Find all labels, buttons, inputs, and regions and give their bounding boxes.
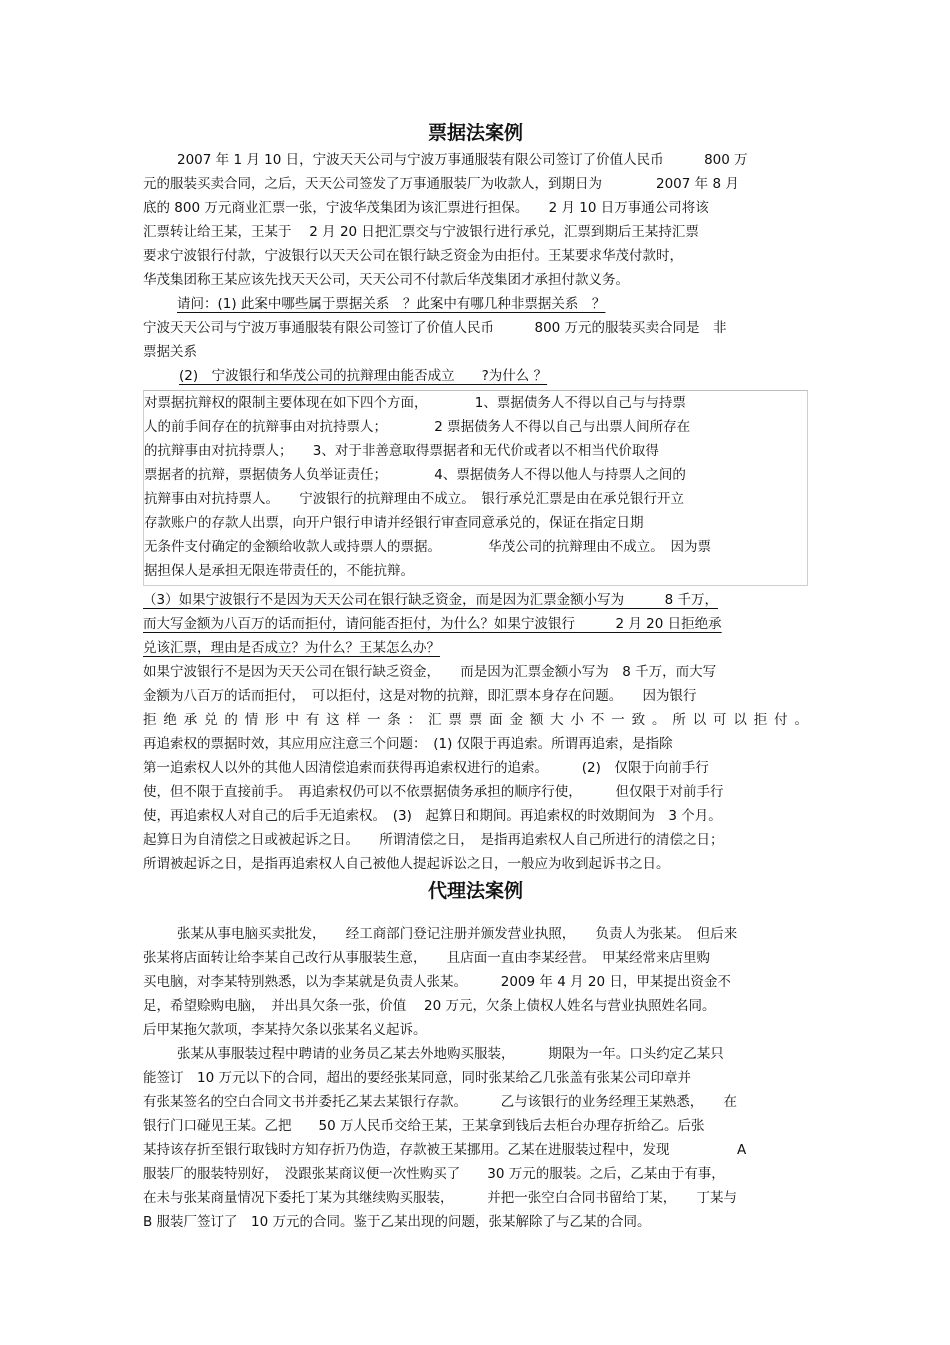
paragraph-line: 存款账户的存款人出票，向开户银行申请并经银行审查同意承兑的，保证在指定日期 [144, 515, 644, 531]
paragraph-line: 票据者的抗辩，票据债务人负举证责任； 4、票据债务人不得以他人与持票人之间的 [144, 467, 686, 483]
case2-paragraph-2 [143, 1042, 808, 1234]
paragraph-line: 华茂集团称王某应该先找天天公司，天天公司不付款后华茂集团才承担付款义务。 [143, 272, 629, 288]
paragraph-line: 金额为八百万的话而拒付， 可以拒付，这是对物的抗辩，即汇票本身存在问题。 因为银行 [143, 688, 697, 704]
paragraph-line: 足，希望赊购电脑， 并出具欠条一张，价值 20 万元，欠条上债权人姓名与营业执照姓名同。 [143, 998, 716, 1014]
case2-paragraph-1 [143, 922, 808, 1042]
paragraph-line: 在未与张某商量情况下委托丁某为其继续购买服装， 并把一张空白合同书留给丁某， 丁某与 [143, 1190, 737, 1206]
paragraph-line: 某持该存折至银行取钱时方知存折乃伪造，存款被王某挪用。乙某在进服装过程中，发现 A [143, 1142, 747, 1158]
paragraph-line: 无条件支付确定的金额给收款人或持票人的票据。 华茂公司的抗辩理由不成立。 因为票 [144, 539, 711, 555]
paragraph-line: 底的 800 万元商业汇票一张，宁波华茂集团为该汇票进行担保。 2 月 10 日万事通公司将该 [143, 200, 709, 216]
question-1: 请问：(1) 此案中哪些属于票据关系 ？此案中有哪几种非票据关系 ？ [177, 296, 606, 312]
question-line: （3）如果宁波银行不是因为天天公司在银行缺乏资金，而是因为汇票金额小写为 8 千万， [143, 592, 718, 608]
paragraph-line: 起算日为自清偿之日或被起诉之日。 所谓清偿之日， 是指再追索权人自己所进行的清偿之日； [143, 832, 724, 848]
paragraph-line: B 服装厂签订了 10 万元的合同。鉴于乙某出现的问题，张某解除了与乙某的合同。 [143, 1214, 651, 1230]
paragraph-line: 2007 年 1 月 10 日，宁波天天公司与宁波万事通服装有限公司签订了价值人民币 800 万 [177, 152, 748, 168]
title-agency-law-case: 代理法案例 [427, 880, 523, 902]
paragraph-line: 对票据抗辩权的限制主要体现在如下四个方面， 1、票据债务人不得以自己与与持票 [144, 395, 686, 411]
paragraph-line: 拒绝承兑的情形中有这样一条：汇票票面金额大小不一致。所以可以拒付。 [143, 712, 808, 728]
paragraph-line: 如果宁波银行不是因为天天公司在银行缺乏资金， 而是因为汇票金额小写为 8 千万，而大写 [143, 664, 717, 680]
answer-1 [143, 316, 808, 364]
paragraph-line: 再追索权的票据时效，其应用应注意三个问题： (1) 仅限于再追索。所谓再追索，是指除 [143, 736, 673, 752]
paragraph-line: 抗辩事由对抗持票人。 宁波银行的抗辩理由不成立。 银行承兑汇票是由在承兑银行开立 [144, 491, 684, 507]
paragraph-line: 的抗辩事由对抗持票人； 3、对于非善意取得票据者和无代价或者以不相当代价取得 [144, 443, 659, 459]
paragraph-line: 后甲某拖欠款项，李某持欠条以张某名义起诉。 [143, 1022, 427, 1038]
paragraph-line: 服装厂的服装特别好， 没跟张某商议便一次性购买了 30 万元的服装。之后，乙某由于有事， [143, 1166, 725, 1182]
paragraph-line: 有张某签名的空白合同文书并委托乙某去某银行存款。 乙与该银行的业务经理王某熟悉， 在 [143, 1094, 737, 1110]
question-line: 而大写金额为八百万的话而拒付，请问能否拒付，为什么？如果宁波银行 2 月 20 日拒绝承 [143, 616, 722, 632]
answer-3 [143, 660, 808, 876]
paragraph-line: 使，但不限于直接前手。 再追索权仍可以不依票据债务承担的顺序行使， 但仅限于对前手行 [143, 784, 724, 800]
paragraph-line: 买电脑，对李某特别熟悉，以为李某就是负责人张某。 2009 年 4 月 20 日，甲某提出资金不 [143, 974, 731, 990]
answer-2-box [143, 390, 808, 586]
paragraph-line: 第一追索权人以外的其他人因清偿追索而获得再追索权进行的追索。 (2) 仅限于向前手行 [143, 760, 709, 776]
question-line: 兑该汇票，理由是否成立？为什么？王某怎么办？ [143, 640, 440, 656]
question-2: (2) 宁波银行和华茂公司的抗辩理由能否成立 ?为什么 ？ [179, 368, 548, 384]
paragraph-line: 张某从事电脑买卖批发， 经工商部门登记注册并颁发营业执照， 负责人为张某。 但后来 [177, 926, 738, 942]
paragraph-line: 元的服装买卖合同，之后，天天公司签发了万事通服装厂为收款人，到期日为 2007 年 8 月 [143, 176, 739, 192]
paragraph-line: 使，再追索权人对自己的后手无追索权。 (3) 起算日和期间。再追索权的时效期间为 3 个月。 [143, 808, 722, 824]
paragraph-line: 要求宁波银行付款，宁波银行以天天公司在银行缺乏资金为由拒付。王某要求华茂付款时， [143, 248, 683, 264]
paragraph-line: 所谓被起诉之日，是指再追索权人自己被他人提起诉讼之日，一般应为收到起诉书之日。 [143, 856, 670, 872]
paragraph-line: 据担保人是承担无限连带责任的，不能抗辩。 [144, 563, 414, 579]
paragraph-line: 人的前手间存在的抗辩事由对抗持票人； 2 票据债务人不得以自己与出票人间所存在 [144, 419, 691, 435]
document-page [143, 118, 808, 1234]
paragraph-line: 宁波天天公司与宁波万事通服装有限公司签订了价值人民币 800 万元的服装买卖合同是 非 [143, 320, 727, 336]
paragraph-line: 票据关系 [143, 344, 197, 360]
paragraph-line: 汇票转让给王某，王某于 2 月 20 日把汇票交与宁波银行进行承兑，汇票到期后王某持汇票 [143, 224, 699, 240]
question-3 [143, 588, 808, 660]
paragraph-line: 能签订 10 万元以下的合同，超出的要经张某同意，同时张某给乙几张盖有张某公司印章并 [143, 1070, 691, 1086]
case1-facts [143, 148, 808, 292]
paragraph-line: 张某从事服装过程中聘请的业务员乙某去外地购买服装， 期限为一年。口头约定乙某只 [177, 1046, 724, 1062]
paragraph-line: 银行门口碰见王某。乙把 50 万人民币交给王某，王某拿到钱后去柜台办理存折给乙。后张 [143, 1118, 705, 1134]
title-bill-law-case: 票据法案例 [427, 122, 523, 144]
paragraph-line: 张某将店面转让给李某自己改行从事服装生意， 且店面一直由李某经营。 甲某经常来店里购 [143, 950, 710, 966]
